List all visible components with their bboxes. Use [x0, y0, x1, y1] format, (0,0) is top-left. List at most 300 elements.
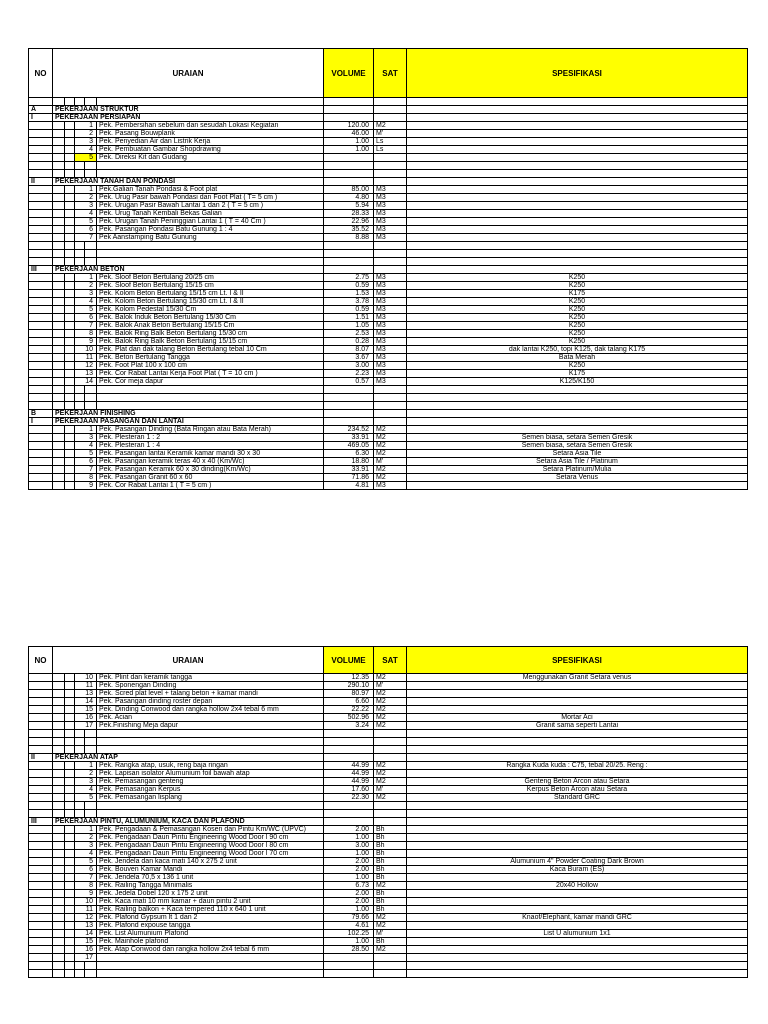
- item-unit: M3: [374, 322, 407, 330]
- item-description: Pek. Pasangan lantai Keramik kamar mandi 30 x 30: [97, 450, 324, 458]
- section-label: PEKERJAAN PINTU, ALUMUNIUM, KACA DAN PLAFOND: [53, 818, 324, 826]
- table-body-1: [29, 98, 748, 490]
- empty-cell: [407, 106, 748, 114]
- empty-cell: [374, 178, 407, 186]
- spacer-cell: [53, 450, 65, 458]
- empty-cell: [374, 266, 407, 274]
- item-spec: K125/K150: [407, 378, 748, 386]
- item-volume: 1.00: [324, 146, 374, 154]
- item-unit: Bh: [374, 890, 407, 898]
- table-row: [29, 842, 748, 850]
- item-volume: 4.80: [324, 194, 374, 202]
- item-volume: 12.35: [324, 674, 374, 682]
- item-description: Pek. Direksi Kit dan Gudang: [97, 154, 324, 162]
- item-volume: 234.52: [324, 426, 374, 434]
- table-row: [29, 674, 748, 682]
- empty-cell: [65, 802, 75, 810]
- no-cell: [29, 202, 53, 210]
- no-cell: [29, 450, 53, 458]
- table-header: [29, 647, 748, 674]
- item-description: Pek. Pembuatan Gambar Shopdrawing: [97, 146, 324, 154]
- table-row: [29, 146, 748, 154]
- item-number: 11: [75, 354, 97, 362]
- item-spec: [407, 890, 748, 898]
- spacer-cell: [65, 682, 75, 690]
- empty-cell: [65, 730, 75, 738]
- header-volume: VOLUME: [324, 647, 374, 674]
- spacer-cell: [65, 914, 75, 922]
- empty-cell: [97, 258, 324, 266]
- spacer-cell: [65, 778, 75, 786]
- section-row: [29, 418, 748, 426]
- no-cell: [29, 146, 53, 154]
- item-number: 11: [75, 682, 97, 690]
- item-description: Pek. Urug Pasir bawah Pondasi dan Foot Plat ( T= 5 cm ): [97, 194, 324, 202]
- item-unit: M3: [374, 210, 407, 218]
- item-spec: Setara Venus: [407, 474, 748, 482]
- item-volume: 1.05: [324, 322, 374, 330]
- item-number: 15: [75, 938, 97, 946]
- empty-cell: [53, 962, 65, 970]
- spacer-cell: [53, 834, 65, 842]
- spacer-cell: [53, 922, 65, 930]
- item-description: Pek. Pasang Bouwplank: [97, 130, 324, 138]
- spacer-cell: [53, 330, 65, 338]
- section-row: [29, 106, 748, 114]
- spacer-cell: [65, 458, 75, 466]
- spacer-cell: [53, 898, 65, 906]
- empty-cell: [29, 810, 53, 818]
- empty-cell: [75, 394, 85, 402]
- empty-cell: [85, 242, 97, 250]
- spacer-cell: [65, 130, 75, 138]
- empty-cell: [29, 394, 53, 402]
- spacer-cell: [53, 722, 65, 730]
- empty-cell: [407, 402, 748, 410]
- table-row: [29, 882, 748, 890]
- empty-cell: [29, 162, 53, 170]
- empty-cell: [324, 962, 374, 970]
- spacer-cell: [65, 482, 75, 490]
- spacer-cell: [53, 298, 65, 306]
- spacer-cell: [53, 194, 65, 202]
- empty-cell: [29, 746, 53, 754]
- empty-cell: [75, 242, 85, 250]
- spacer-cell: [53, 938, 65, 946]
- item-spec: [407, 154, 748, 162]
- empty-cell: [374, 386, 407, 394]
- table-header: [29, 49, 748, 98]
- item-volume: 1.00: [324, 138, 374, 146]
- item-spec: [407, 874, 748, 882]
- table-row: [29, 442, 748, 450]
- no-cell: [29, 482, 53, 490]
- spacer-cell: [53, 146, 65, 154]
- table-row: [29, 346, 748, 354]
- empty-cell: [29, 802, 53, 810]
- item-description: Pek. Railing Tangga Minimalis: [97, 882, 324, 890]
- empty-cell: [65, 250, 75, 258]
- empty-cell: [85, 170, 97, 178]
- empty-cell: [29, 970, 53, 978]
- item-volume: 102.25: [324, 930, 374, 938]
- empty-cell: [53, 242, 65, 250]
- item-volume: 3.67: [324, 354, 374, 362]
- table-row: [29, 954, 748, 962]
- item-unit: M2: [374, 690, 407, 698]
- empty-cell: [324, 802, 374, 810]
- header-sat: SAT: [374, 647, 407, 674]
- spacer-cell: [53, 882, 65, 890]
- no-cell: [29, 442, 53, 450]
- rab-table-1: [28, 48, 748, 490]
- item-volume: 85.00: [324, 186, 374, 194]
- spacer-cell: [65, 770, 75, 778]
- empty-cell: [75, 746, 85, 754]
- item-unit: M2: [374, 450, 407, 458]
- empty-cell: [374, 754, 407, 762]
- table-row: [29, 274, 748, 282]
- item-volume: 17.60: [324, 786, 374, 794]
- item-number: 14: [75, 698, 97, 706]
- item-volume: 44.99: [324, 762, 374, 770]
- item-volume: 1.51: [324, 314, 374, 322]
- empty-cell: [374, 738, 407, 746]
- item-unit: M2: [374, 770, 407, 778]
- spacer-cell: [65, 354, 75, 362]
- spacer-cell: [53, 378, 65, 386]
- spacer-cell: [53, 906, 65, 914]
- empty-cell: [407, 266, 748, 274]
- item-unit: Bh: [374, 898, 407, 906]
- item-volume: 502.96: [324, 714, 374, 722]
- spacer-cell: [65, 850, 75, 858]
- item-volume: 28.50: [324, 946, 374, 954]
- empty-cell: [29, 250, 53, 258]
- item-description: Pek. Atap Conwood dan rangka hollow 2x4 tebal 6 mm: [97, 946, 324, 954]
- item-spec: Alumunium 4" Powder Coating Dark Brown: [407, 858, 748, 866]
- item-unit: M2: [374, 946, 407, 954]
- item-unit: M2: [374, 122, 407, 130]
- item-unit: M2: [374, 698, 407, 706]
- item-description: Pek. Lapisan isolator Alumunium foil bawah atap: [97, 770, 324, 778]
- empty-cell: [29, 386, 53, 394]
- no-cell: [29, 274, 53, 282]
- empty-cell: [85, 402, 97, 410]
- item-unit: M2: [374, 882, 407, 890]
- empty-cell: [324, 242, 374, 250]
- item-volume: [324, 154, 374, 162]
- item-spec: Menggunakan Granit Setara venus: [407, 674, 748, 682]
- spacer-cell: [65, 338, 75, 346]
- spacer-cell: [53, 274, 65, 282]
- item-unit: M': [374, 786, 407, 794]
- spacer-cell: [65, 442, 75, 450]
- item-spec: K250: [407, 330, 748, 338]
- no-cell: [29, 938, 53, 946]
- empty-cell: [324, 970, 374, 978]
- item-volume: 46.00: [324, 130, 374, 138]
- spacer-cell: [65, 274, 75, 282]
- item-unit: M3: [374, 338, 407, 346]
- empty-cell: [29, 730, 53, 738]
- item-description: Pek. Rangka atap, usuk, reng baja ringan: [97, 762, 324, 770]
- spacer-cell: [53, 706, 65, 714]
- item-volume: 0.59: [324, 282, 374, 290]
- empty-cell: [407, 170, 748, 178]
- empty-cell: [53, 258, 65, 266]
- empty-cell: [53, 738, 65, 746]
- empty-cell: [53, 162, 65, 170]
- header-spesifikasi: SPESIFIKASI: [407, 49, 748, 98]
- item-description: Pek. Plesteran 1 : 4: [97, 442, 324, 450]
- section-code: I: [29, 114, 53, 122]
- no-cell: [29, 186, 53, 194]
- no-cell: [29, 210, 53, 218]
- spacer-cell: [53, 778, 65, 786]
- table-row: [29, 858, 748, 866]
- spacer-cell: [65, 826, 75, 834]
- item-unit: Bh: [374, 906, 407, 914]
- blank-row: [29, 258, 748, 266]
- spacer-cell: [53, 322, 65, 330]
- item-volume: 28.33: [324, 210, 374, 218]
- item-unit: M3: [374, 186, 407, 194]
- spacer-cell: [53, 138, 65, 146]
- item-volume: 120.00: [324, 122, 374, 130]
- item-unit: M3: [374, 354, 407, 362]
- item-volume: 2.00: [324, 898, 374, 906]
- no-cell: [29, 674, 53, 682]
- table-row: [29, 450, 748, 458]
- spacer-cell: [53, 954, 65, 962]
- spacer-cell: [65, 346, 75, 354]
- table-row: [29, 218, 748, 226]
- spacer-cell: [53, 674, 65, 682]
- item-spec: [407, 706, 748, 714]
- section-code: II: [29, 754, 53, 762]
- item-spec: Rangka Kuda kuda : C75, tebal 20/25. Reng :: [407, 762, 748, 770]
- blank-row: [29, 394, 748, 402]
- empty-cell: [75, 386, 85, 394]
- item-number: 2: [75, 130, 97, 138]
- table-row: [29, 322, 748, 330]
- item-volume: 4.81: [324, 482, 374, 490]
- table-row: [29, 130, 748, 138]
- item-description: Pek. Pasangan Granit 60 x 60: [97, 474, 324, 482]
- item-spec: Setara Asia Tile / Platinum: [407, 458, 748, 466]
- empty-cell: [53, 970, 65, 978]
- spacer-cell: [65, 282, 75, 290]
- item-spec: Semen biasa, setara Semen Gresik: [407, 434, 748, 442]
- item-unit: Bh: [374, 850, 407, 858]
- empty-cell: [374, 410, 407, 418]
- item-number: 2: [75, 282, 97, 290]
- item-number: 17: [75, 954, 97, 962]
- item-spec: K250: [407, 274, 748, 282]
- empty-cell: [407, 810, 748, 818]
- no-cell: [29, 474, 53, 482]
- empty-cell: [97, 250, 324, 258]
- item-unit: Bh: [374, 938, 407, 946]
- item-number: 5: [75, 154, 97, 162]
- item-number: 2: [75, 834, 97, 842]
- item-spec: Setara Asia Tile: [407, 450, 748, 458]
- item-unit: Bh: [374, 874, 407, 882]
- spacer-cell: [53, 946, 65, 954]
- spacer-cell: [53, 762, 65, 770]
- blank-row: [29, 386, 748, 394]
- section-row: [29, 114, 748, 122]
- item-spec: [407, 850, 748, 858]
- item-number: 1: [75, 826, 97, 834]
- item-number: 6: [75, 314, 97, 322]
- item-spec: [407, 130, 748, 138]
- empty-cell: [85, 810, 97, 818]
- spacer-cell: [65, 698, 75, 706]
- empty-cell: [324, 178, 374, 186]
- item-volume: 6.60: [324, 698, 374, 706]
- spacer-cell: [65, 218, 75, 226]
- empty-cell: [324, 730, 374, 738]
- empty-cell: [29, 258, 53, 266]
- no-cell: [29, 226, 53, 234]
- item-unit: M3: [374, 226, 407, 234]
- no-cell: [29, 842, 53, 850]
- item-number: 9: [75, 338, 97, 346]
- item-spec: K250: [407, 314, 748, 322]
- empty-cell: [407, 818, 748, 826]
- item-spec: [407, 122, 748, 130]
- item-number: 7: [75, 874, 97, 882]
- item-volume: 1.00: [324, 938, 374, 946]
- section-label: PEKERJAAN BETON: [53, 266, 324, 274]
- table-row: [29, 690, 748, 698]
- header-volume: VOLUME: [324, 49, 374, 98]
- spacer-cell: [65, 154, 75, 162]
- empty-cell: [97, 162, 324, 170]
- section-code: III: [29, 818, 53, 826]
- item-spec: Mortar Aci: [407, 714, 748, 722]
- empty-cell: [29, 962, 53, 970]
- empty-cell: [324, 738, 374, 746]
- empty-cell: [374, 962, 407, 970]
- item-description: Pek. Urug Tanah Kembali Bekas Galian: [97, 210, 324, 218]
- spacer-cell: [65, 898, 75, 906]
- item-description: Pek. Plat dan dak talang Beton Bertulang tebal 10 Cm: [97, 346, 324, 354]
- empty-cell: [97, 394, 324, 402]
- spacer-cell: [53, 794, 65, 802]
- empty-cell: [324, 810, 374, 818]
- item-description: Pek.Galian Tanah Pondasi & Foot plat: [97, 186, 324, 194]
- item-unit: Bh: [374, 858, 407, 866]
- item-unit: M2: [374, 674, 407, 682]
- table-row: [29, 202, 748, 210]
- item-volume: 0.28: [324, 338, 374, 346]
- section-label: PEKERJAAN TANAH DAN PONDASI: [53, 178, 324, 186]
- spacer-cell: [53, 218, 65, 226]
- spacer-cell: [65, 938, 75, 946]
- item-number: 9: [75, 890, 97, 898]
- item-unit: M3: [374, 370, 407, 378]
- no-cell: [29, 330, 53, 338]
- empty-cell: [407, 114, 748, 122]
- item-volume: 2.75: [324, 274, 374, 282]
- empty-cell: [65, 394, 75, 402]
- item-unit: Bh: [374, 842, 407, 850]
- table-row: [29, 722, 748, 730]
- empty-cell: [374, 730, 407, 738]
- item-number: 12: [75, 914, 97, 922]
- empty-cell: [53, 250, 65, 258]
- section-row: [29, 178, 748, 186]
- empty-cell: [85, 970, 97, 978]
- blank-row: [29, 250, 748, 258]
- table-row: [29, 290, 748, 298]
- no-cell: [29, 762, 53, 770]
- item-spec: K250: [407, 282, 748, 290]
- no-cell: [29, 834, 53, 842]
- spacer-cell: [53, 826, 65, 834]
- item-unit: M2: [374, 714, 407, 722]
- item-number: 1: [75, 762, 97, 770]
- spacer-cell: [65, 762, 75, 770]
- item-unit: M3: [374, 330, 407, 338]
- item-spec: [407, 946, 748, 954]
- item-description: Pek. Balok Induk Beton Bertulang 15/30 Cm: [97, 314, 324, 322]
- item-unit: M3: [374, 482, 407, 490]
- blank-row: [29, 162, 748, 170]
- item-description: Pek. Kolom Pedestal 15/30 Cm: [97, 306, 324, 314]
- empty-cell: [85, 386, 97, 394]
- empty-cell: [407, 250, 748, 258]
- item-unit: M2: [374, 914, 407, 922]
- item-description: Pek. Pengadaan Daun Pintu Engineering Wood Door l 80 cm: [97, 842, 324, 850]
- empty-cell: [374, 818, 407, 826]
- item-unit: M2: [374, 706, 407, 714]
- spacer-cell: [65, 882, 75, 890]
- table-row: [29, 226, 748, 234]
- section-code: III: [29, 266, 53, 274]
- item-volume: 6.73: [324, 882, 374, 890]
- empty-cell: [53, 810, 65, 818]
- empty-cell: [65, 962, 75, 970]
- item-number: 6: [75, 866, 97, 874]
- table-row: [29, 186, 748, 194]
- item-spec: K250: [407, 338, 748, 346]
- table-row: [29, 826, 748, 834]
- item-number: 15: [75, 706, 97, 714]
- empty-cell: [75, 730, 85, 738]
- item-volume: 22.96: [324, 218, 374, 226]
- spacer-cell: [53, 434, 65, 442]
- empty-cell: [374, 802, 407, 810]
- item-number: 1: [75, 186, 97, 194]
- empty-cell: [324, 386, 374, 394]
- item-description: Pek. Pasangan Dinding (Bata Ringan atau Bata Merah): [97, 426, 324, 434]
- item-unit: M3: [374, 218, 407, 226]
- empty-cell: [53, 746, 65, 754]
- spacer-cell: [53, 930, 65, 938]
- empty-cell: [407, 394, 748, 402]
- empty-cell: [374, 258, 407, 266]
- item-unit: M3: [374, 234, 407, 242]
- table-row: [29, 906, 748, 914]
- item-volume: 22.30: [324, 794, 374, 802]
- item-spec: [407, 426, 748, 434]
- item-number: 17: [75, 722, 97, 730]
- item-description: Pek. Pasangan Pondasi Batu Gunung 1 : 4: [97, 226, 324, 234]
